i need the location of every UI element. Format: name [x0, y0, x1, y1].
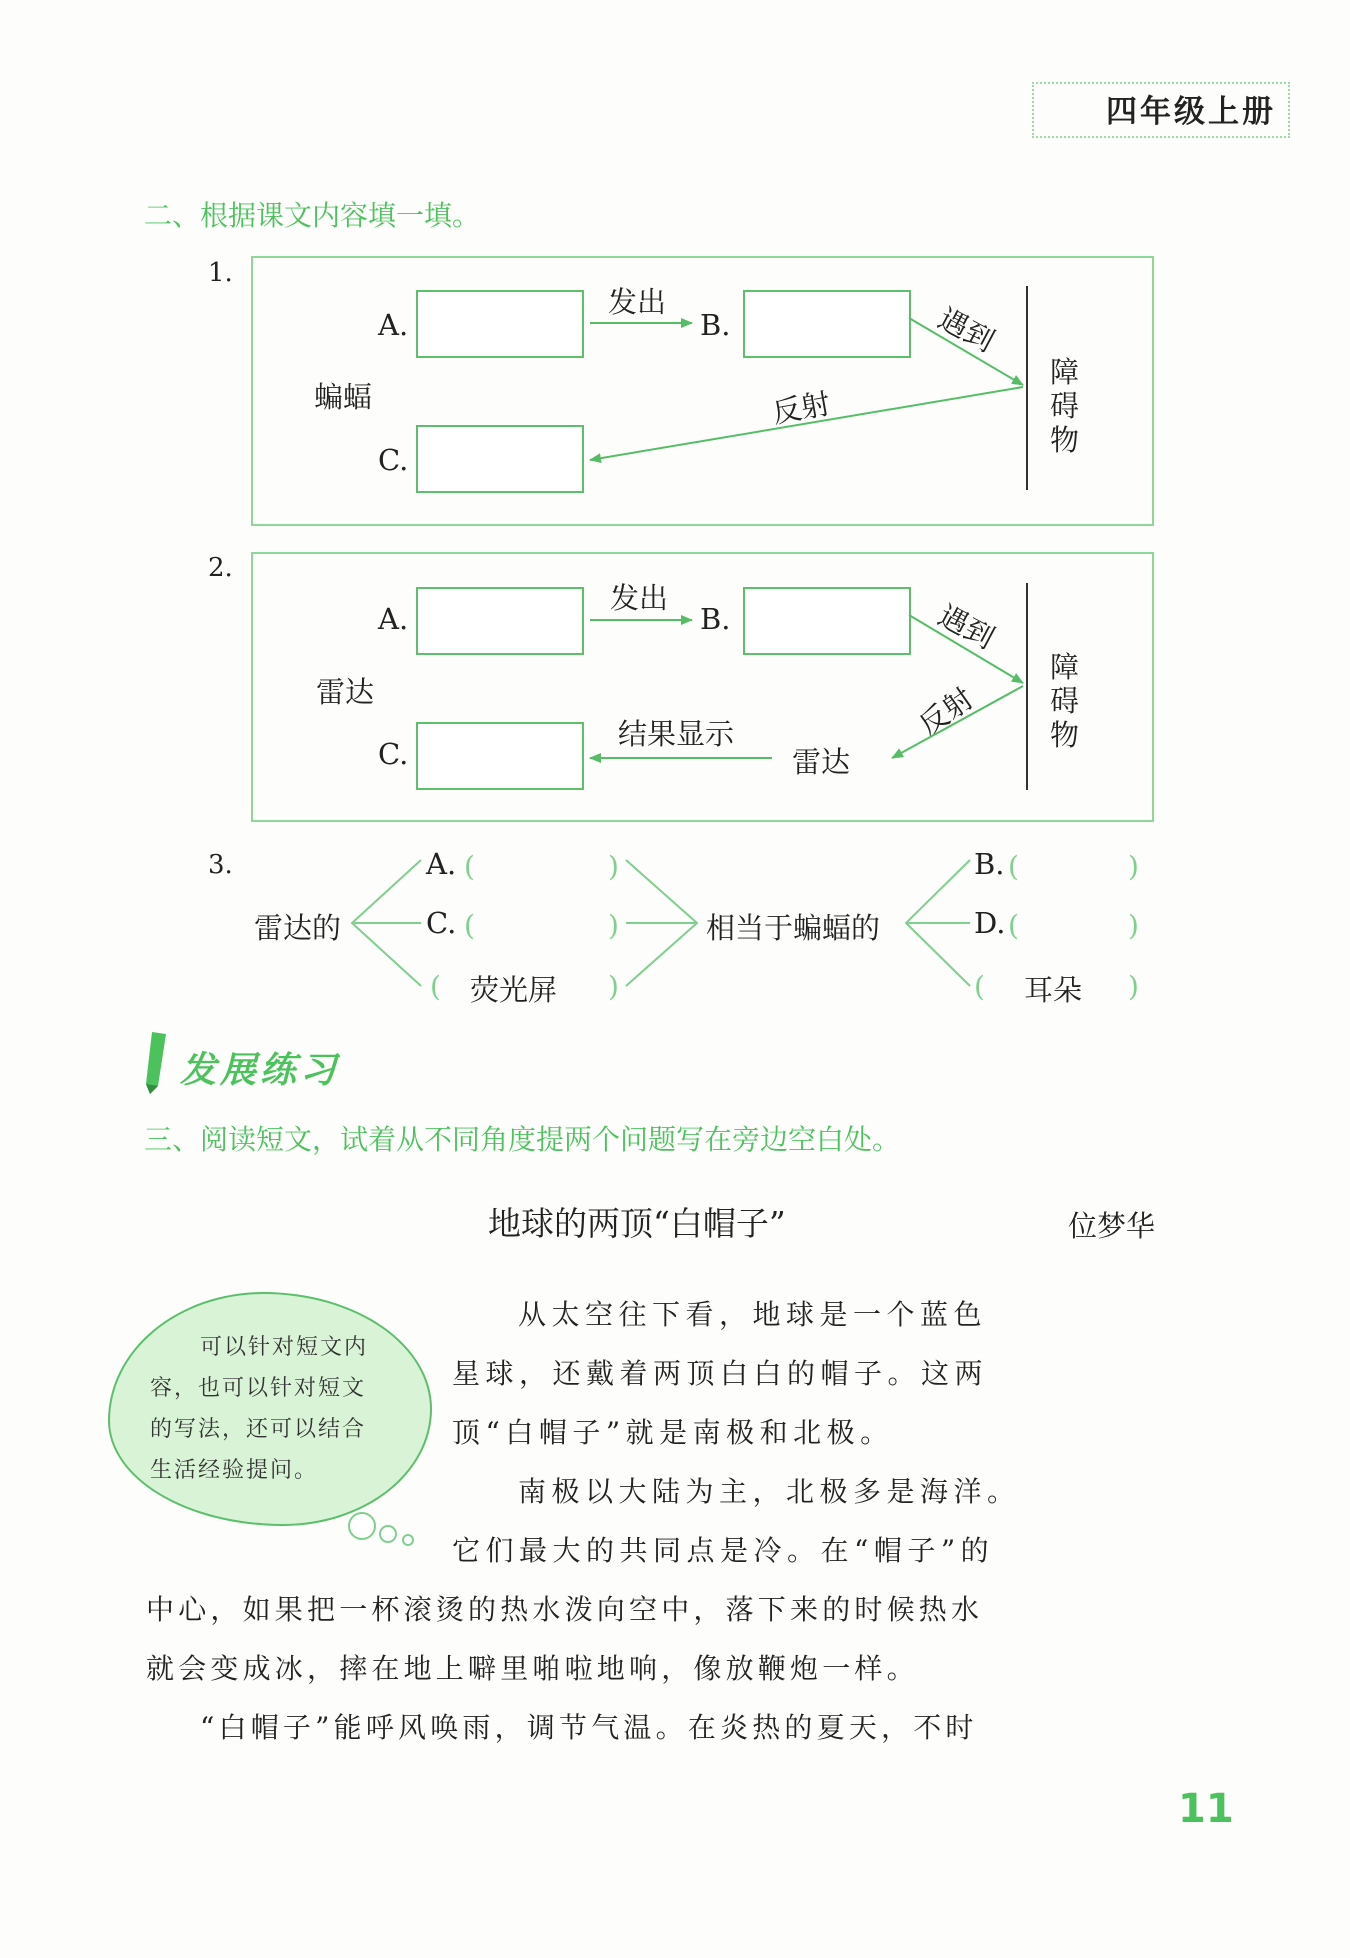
paragraph-line-2: 星球，还戴着两顶白白的帽子。这两 — [452, 1357, 989, 1390]
q3-a-open: ( — [464, 850, 475, 883]
q2-subject: 雷达 — [316, 675, 375, 709]
q2-label-b: B. — [700, 602, 731, 636]
q2-reflect-arrow — [892, 686, 1023, 758]
q1-emit-label: 发出 — [608, 285, 667, 319]
q3-b-close: ) — [1128, 850, 1139, 883]
q1-obstacle-1: 障 — [1050, 355, 1080, 389]
q3-f-open: ( — [974, 970, 985, 1003]
q3-left-answer: 荧光屏 — [470, 973, 558, 1007]
tip-line-2: 容，也可以针对短文 — [150, 1376, 367, 1401]
q3-a-close: ) — [608, 850, 619, 883]
q1-subject: 蝙蝠 — [314, 380, 373, 414]
q1-obstacle-2: 碍 — [1050, 389, 1080, 423]
q3-number: 3. — [208, 850, 233, 880]
q2-obstacle-2: 碍 — [1050, 684, 1080, 718]
paragraph-line-5: 它们最大的共同点是冷。在“帽子”的 — [452, 1534, 995, 1567]
q2-obstacle-1: 障 — [1050, 650, 1080, 684]
paragraph-line-8: “白帽子”能呼风唤雨，调节气温。在炎热的夏天，不时 — [200, 1711, 978, 1744]
bubble-dot-medium — [380, 1526, 396, 1542]
development-title: 发展练习 — [180, 1050, 341, 1091]
q3-f-close: ) — [1128, 970, 1139, 1003]
q3-middle-label: 相当于蝙蝠的 — [706, 911, 881, 945]
q3-e-open: ( — [430, 970, 441, 1003]
page-number: 11 — [1178, 1786, 1234, 1832]
paragraph-line-6: 中心，如果把一杯滚烫的热水泼向空中，落下来的时候热水 — [146, 1593, 984, 1626]
q2-reflect-label: 反射 — [912, 681, 980, 743]
q1-reflect-label: 反射 — [769, 386, 833, 430]
q1-obstacle-3: 物 — [1050, 423, 1080, 457]
q2-emit-label: 发出 — [610, 581, 669, 615]
q1-reflect-arrow — [590, 387, 1023, 460]
q1-number: 1. — [208, 258, 233, 288]
q2-label-a: A. — [378, 602, 409, 636]
paragraph-line-7: 就会变成冰，摔在地上噼里啪啦地响，像放鞭炮一样。 — [146, 1652, 919, 1685]
q2-label-c: C. — [378, 737, 409, 771]
q3-label-b: B. — [974, 847, 1005, 881]
q1-label-a: A. — [378, 308, 409, 342]
article-title: 地球的两顶“白帽子” — [488, 1204, 786, 1243]
q1-label-c: C. — [378, 443, 409, 477]
q2-result-label: 结果显示 — [618, 717, 735, 751]
q3-left-label: 雷达的 — [254, 911, 342, 945]
q2-radar-label: 雷达 — [792, 745, 851, 779]
tip-bubble-shape — [108, 1292, 432, 1526]
section3-title: 三、阅读短文，试着从不同角度提两个问题写在旁边空白处。 — [144, 1123, 901, 1156]
paragraph-line-4: 南极以大陆为主，北极多是海洋。 — [518, 1475, 1021, 1508]
q2-number: 2. — [208, 553, 233, 583]
q3-b-open: ( — [1008, 850, 1019, 883]
q2-meet-label: 遇到 — [932, 598, 1000, 656]
paragraph-line-3: 顶“白帽子”就是南极和北极。 — [452, 1416, 894, 1449]
article-author: 位梦华 — [1068, 1209, 1156, 1243]
q3-c-close: ) — [608, 909, 619, 942]
q2-meet-arrow — [909, 615, 1023, 683]
q3-right-answer: 耳朵 — [1024, 973, 1083, 1007]
q1-meet-label: 遇到 — [932, 301, 1000, 359]
tip-line-1: 可以针对短文内 — [200, 1335, 369, 1360]
bubble-dot-large — [349, 1513, 375, 1539]
q3-d-close: ) — [1128, 909, 1139, 942]
paragraph-line-1: 从太空往下看，地球是一个蓝色 — [518, 1298, 988, 1331]
q3-d-open: ( — [1008, 909, 1019, 942]
q3-label-d: D. — [974, 906, 1006, 940]
q1-meet-arrow — [909, 318, 1023, 385]
section2-title: 二、根据课文内容填一填。 — [144, 199, 481, 232]
q3-label-a: A. — [426, 847, 457, 881]
grade-label: 四年级上册 — [1106, 94, 1276, 130]
q2-obstacle-3: 物 — [1050, 718, 1080, 752]
q3-e-close: ) — [608, 970, 619, 1003]
q3-c-open: ( — [464, 909, 475, 942]
q1-label-b: B. — [700, 308, 731, 342]
q3-label-c: C. — [426, 906, 457, 940]
bubble-dot-small — [403, 1535, 413, 1545]
pencil-icon — [146, 1032, 166, 1094]
tip-line-3: 的写法，还可以结合 — [150, 1417, 367, 1442]
tip-line-4: 生活经验提问。 — [150, 1458, 319, 1483]
